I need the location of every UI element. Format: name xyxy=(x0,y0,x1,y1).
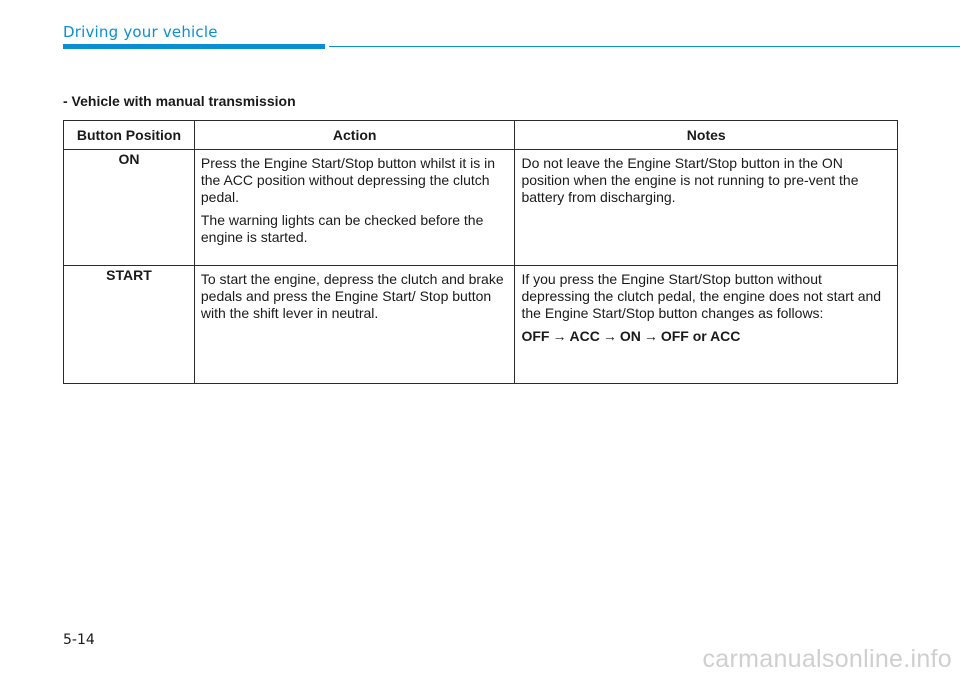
notes-text: Do not leave the Engine Start/Stop button in the ON position when the engine is not running to pre-vent the battery from discharging. xyxy=(521,155,859,205)
arrow-right-icon: → xyxy=(643,328,658,344)
position-cell: START xyxy=(64,266,195,384)
arrow-right-icon: → xyxy=(602,328,617,344)
header-rule-thin xyxy=(329,46,960,47)
table-row-on xyxy=(64,150,898,266)
header-notes: Notes xyxy=(515,121,898,150)
state-sequence xyxy=(521,328,891,345)
notes-cell xyxy=(515,266,898,384)
action-text: To start the engine, depress the clutch and brake pedals and press the Engine Start/ Stop button with the shift lever in neutral. xyxy=(200,271,504,321)
button-position-table xyxy=(63,120,898,384)
header-button-position: Button Position xyxy=(64,121,195,150)
action-cell xyxy=(194,266,515,384)
action-cell xyxy=(194,150,515,266)
subheading: - Vehicle with manual transmission xyxy=(63,93,296,109)
table-header-row xyxy=(64,121,898,150)
action-text: Press the Engine Start/Stop button whilst it is in the ACC position without depressing the clutch pedal. xyxy=(200,155,496,205)
position-cell: ON xyxy=(64,150,195,266)
notes-text: If you press the Engine Start/Stop button without depressing the clutch pedal, the engine does not start and the Engine Start/Stop button changes as follows: xyxy=(521,271,882,321)
sequence-step: OFF xyxy=(521,328,550,344)
header-rule-thick xyxy=(63,44,325,49)
arrow-right-icon: → xyxy=(552,328,567,344)
watermark: carmanualsonline.info xyxy=(702,645,952,673)
sequence-step: OFF or ACC xyxy=(660,328,741,344)
page-number: 5-14 xyxy=(63,632,95,648)
sequence-step: ON xyxy=(619,328,641,344)
header-action: Action xyxy=(194,121,515,150)
sequence-step: ACC xyxy=(569,328,600,344)
action-text: The warning lights can be checked before the engine is started. xyxy=(200,212,484,245)
table-row-start xyxy=(64,266,898,384)
notes-cell xyxy=(515,150,898,266)
section-title: Driving your vehicle xyxy=(63,23,218,41)
